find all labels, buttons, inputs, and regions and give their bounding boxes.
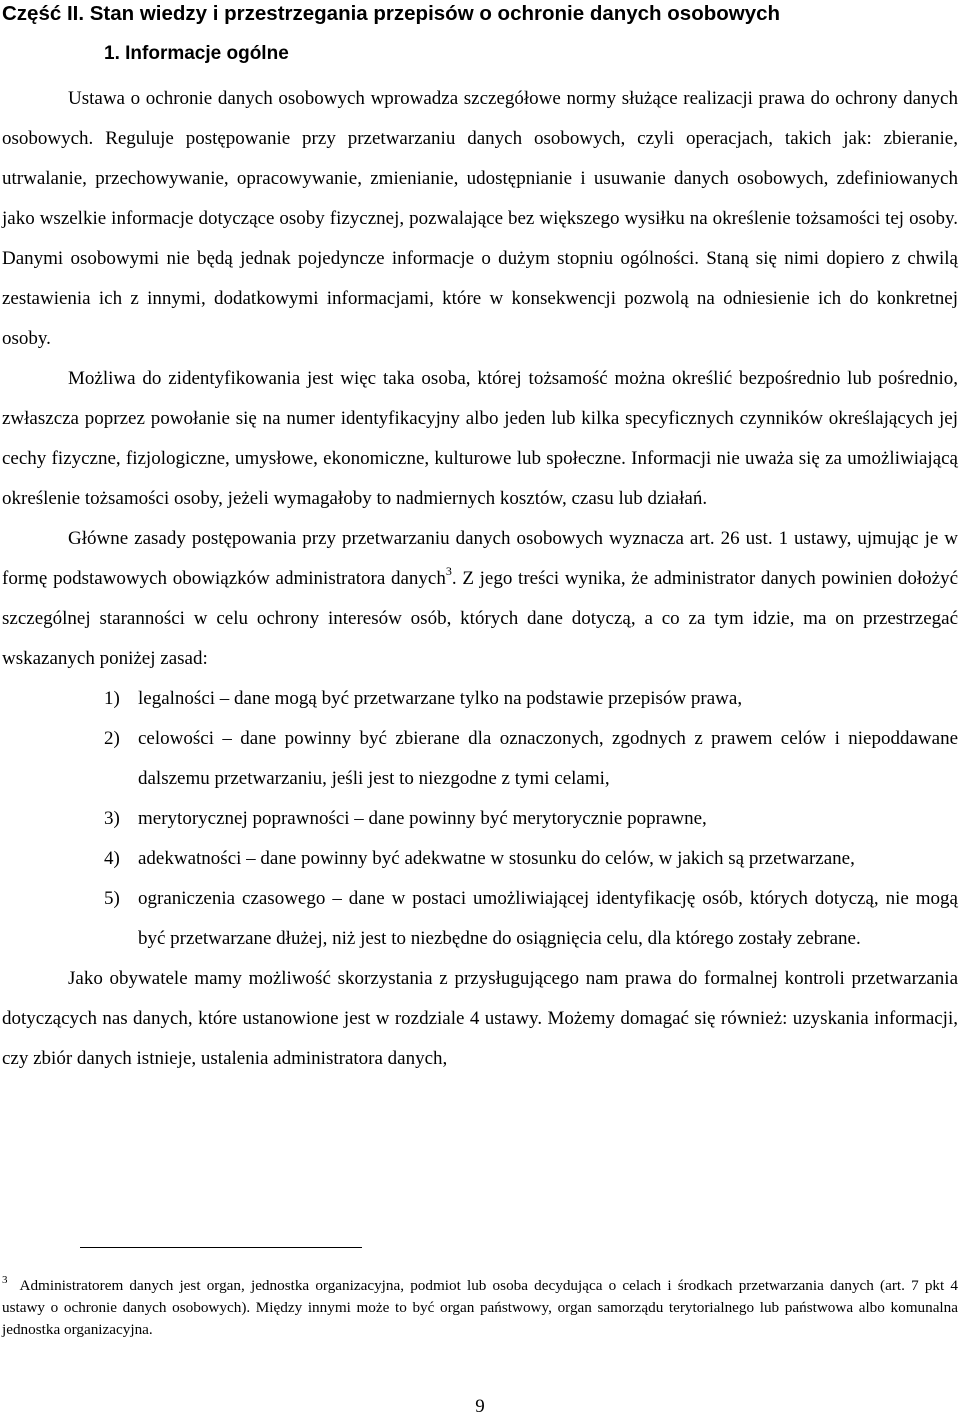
section-heading: 1. Informacje ogólne bbox=[104, 43, 289, 64]
footnote-separator bbox=[80, 1247, 362, 1248]
paragraph-principles-intro-text: Główne zasady postępowania przy przetwarzaniu danych osobowych wyznacza art. 26 ust. 1 ustawy, ujmując je w formę podstawowych obowiązków administratora danych bbox=[2, 528, 958, 589]
list-item-number: 2) bbox=[104, 728, 120, 749]
part-heading: Część II. Stan wiedzy i przestrzegania przepisów o ochronie danych osobowych bbox=[2, 2, 781, 25]
list-item-number: 1) bbox=[104, 688, 120, 709]
paragraph-principles-intro bbox=[2, 519, 958, 679]
list-item bbox=[2, 879, 958, 959]
paragraph-principles-intro-text-cont: . Z jego treści wynika, że administrator danych powinien dołożyć szczególnej staranności w celu ochrony interesów osób, których dane dotyczą, a co za tym idzie, ma on przestrzegać wskazanych poniżej zasad: bbox=[2, 568, 959, 669]
list-item bbox=[2, 839, 958, 879]
list-item bbox=[2, 679, 958, 719]
list-item-text: ograniczenia czasowego – dane w postaci umożliwiającej identyfikację osób, których dotyczą, nie mogą być przetwarzane dłużej, niż jest to niezbędne do osiągnięcia celu, dla którego zostały zebrane. bbox=[138, 888, 958, 949]
footnote-reference[interactable]: 3 bbox=[445, 564, 452, 578]
principles-list bbox=[2, 679, 958, 959]
list-item bbox=[2, 719, 958, 799]
paragraph-intro: Ustawa o ochronie danych osobowych wprowadza szczegółowe normy służące realizacji prawa do ochrony danych osobowych. Reguluje postępowanie przy przetwarzaniu danych osobowych, czyli operacjach, takich jak: zbieranie, utrwalanie, przechowywanie, opracowywanie, zmienianie, udostępnianie i usuwanie danych osobowych, zdefiniowanych jako wszelkie informacje dotyczące osoby fizycznej, pozwalające bez większego wysiłku na określenie tożsamości tej osoby. Danymi osobowymi nie będą jednak pojedyncze informacje o dużym stopniu ogólności. Staną się nimi dopiero z chwilą zestawienia ich z innymi, dodatkowymi informacjami, które w konsekwencji pozwolą na odniesienie ich do konkretnej osoby. bbox=[2, 88, 958, 349]
page-number: 9 bbox=[475, 1396, 485, 1417]
list-item-text: merytorycznej poprawności – dane powinny być merytorycznie poprawne, bbox=[138, 808, 707, 829]
list-item-number: 4) bbox=[104, 848, 120, 869]
footnote-text: Administratorem danych jest organ, jednostka organizacyjna, podmiot lub osoba decydująca o celach i środkach przetwarzania danych (art. 7 pkt 4 ustawy o ochronie danych osobowych). Między innymi może to być organ państwowy, organ samorządu terytorialnego lub państwowa albo komunalna jednostka organizacyjna. bbox=[2, 1277, 958, 1338]
document-body bbox=[2, 79, 958, 1079]
list-item-text: legalności – dane mogą być przetwarzane tylko na podstawie przepisów prawa, bbox=[138, 688, 743, 709]
footnote bbox=[2, 1275, 958, 1341]
list-item-text: celowości – dane powinny być zbierane dla oznaczonych, zgodnych z prawem celów i niepoddawane dalszemu przetwarzaniu, jeśli jest to niezgodne z tymi celami, bbox=[138, 728, 958, 789]
list-item-number: 3) bbox=[104, 808, 120, 829]
footnote-mark: 3 bbox=[2, 1274, 8, 1286]
paragraph-citizen-rights: Jako obywatele mamy możliwość skorzystania z przysługującego nam prawa do formalnej kontroli przetwarzania dotyczących nas danych, które ustanowione jest w rozdziale 4 ustawy. Możemy domagać się również: uzyskania informacji, czy zbiór danych istnieje, ustalenia administratora danych, bbox=[2, 968, 958, 1069]
paragraph-identifiable-person: Możliwa do zidentyfikowania jest więc taka osoba, której tożsamość można określić bezpośrednio lub pośrednio, zwłaszcza poprzez powołanie się na numer identyfikacyjny albo jeden lub kilka specyficznych czynników określających jej cechy fizyczne, fizjologiczne, umysłowe, ekonomiczne, kulturowe lub społeczne. Informacji nie uważa się za umożliwiającą określenie tożsamości osoby, jeżeli wymagałoby to nadmiernych kosztów, czasu lub działań. bbox=[2, 368, 958, 509]
list-item-number: 5) bbox=[104, 888, 120, 909]
list-item bbox=[2, 799, 958, 839]
list-item-text: adekwatności – dane powinny być adekwatne w stosunku do celów, w jakich są przetwarzane, bbox=[138, 848, 855, 869]
